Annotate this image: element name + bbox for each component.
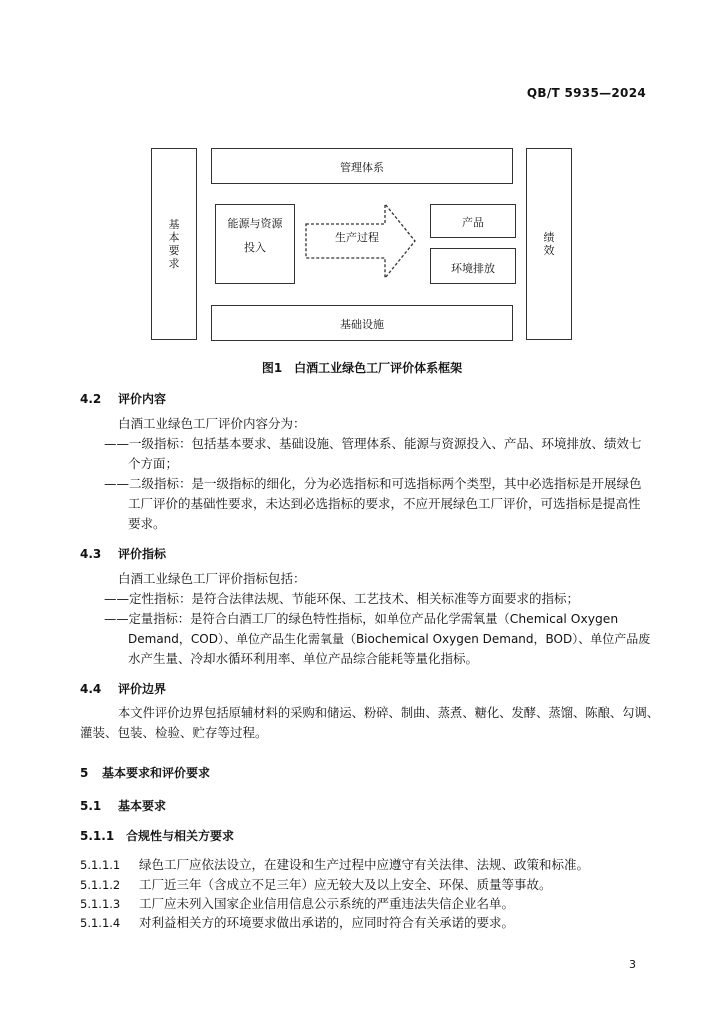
- section-title: 合规性与相关方要求: [126, 829, 235, 843]
- section-title: 评价边界: [118, 682, 167, 696]
- performance-char-2: 效: [543, 244, 555, 257]
- section-title: 基本要求和评价要求: [102, 766, 211, 780]
- paragraph: 白酒工业绿色工厂评价指标包括：: [118, 571, 306, 586]
- em-dash: ——: [104, 612, 129, 626]
- product-label: 产品: [462, 216, 484, 229]
- list-item-continuation: 工厂评价的基础性要求，未达到必选指标的要求，不应开展绿色工厂评价，可选指标是提高性: [128, 496, 641, 511]
- energy-resource-input-box: [215, 204, 295, 284]
- infrastructure-box: [211, 305, 513, 341]
- section-4-2-heading: [80, 390, 166, 407]
- clause-text: 对利益相关方的环境要求做出承诺的，应同时符合有关承诺的要求。: [139, 915, 515, 930]
- clause: [80, 913, 514, 931]
- clause: [80, 875, 552, 893]
- clause-number: 5.1.1.2: [80, 878, 121, 892]
- paragraph-continuation: 灌装、包装、检验、贮存等过程。: [80, 725, 268, 740]
- clause: [80, 894, 514, 912]
- list-item-continuation: 个方面；: [128, 456, 179, 471]
- figure-caption: 图1 白酒工业绿色工厂评价体系框架: [261, 361, 463, 375]
- em-dash: ——: [104, 591, 129, 606]
- list-text: 一级指标：包括基本要求、基础设施、管理体系、能源与资源投入、产品、环境排放、绩效七: [129, 436, 642, 451]
- basic-req-char-3: 要: [168, 244, 180, 257]
- basic-requirements-box: [151, 148, 197, 340]
- environmental-emission-box: [430, 248, 516, 284]
- list-item-continuation: 水产生量、冷却水循环利用率、单位产品综合能耗等量化指标。: [128, 651, 479, 666]
- em-dash: ——: [104, 476, 129, 491]
- infrastructure-label: 基础设施: [340, 318, 384, 331]
- section-4-3-heading: [80, 545, 166, 562]
- management-system-label: 管理体系: [340, 161, 384, 174]
- section-title: 评价指标: [118, 547, 167, 561]
- list-item-continuation: 要求。: [128, 516, 166, 531]
- section-number: 5.1: [80, 799, 102, 813]
- basic-req-char-2: 本: [168, 231, 180, 244]
- section-title: 评价内容: [118, 392, 167, 406]
- environmental-emission-label: 环境排放: [451, 262, 495, 275]
- clause-number: 5.1.1.1: [80, 858, 121, 872]
- section-5-heading: [80, 764, 210, 781]
- section-number: 5: [80, 766, 89, 780]
- clause-text: 工厂近三年（含成立不足三年）应无较大及以上安全、环保、质量等事故。: [139, 877, 552, 892]
- clause-number: 5.1.1.3: [80, 897, 121, 911]
- section-number: 4.4: [80, 682, 102, 696]
- section-4-4-heading: [80, 680, 166, 697]
- section-5-1-1-heading: [80, 827, 234, 844]
- performance-char-1: 绩: [543, 231, 555, 244]
- clause: [80, 855, 589, 873]
- clause-text: 绿色工厂应依法设立，在建设和生产过程中应遵守有关法律、法规、政策和标准。: [139, 857, 590, 872]
- section-number: 5.1.1: [80, 829, 115, 843]
- management-system-box: [211, 148, 513, 184]
- standard-code: QB/T 5935—2024: [526, 86, 646, 100]
- basic-req-char-4: 求: [168, 257, 180, 270]
- production-process-label: 生产过程: [335, 231, 379, 244]
- section-5-1-heading: [80, 797, 166, 814]
- section-number: 4.3: [80, 547, 102, 561]
- product-box: [430, 204, 516, 238]
- clause-text: 工厂应未列入国家企业信用信息公示系统的严重违法失信企业名单。: [139, 896, 515, 911]
- list-item: [104, 474, 642, 494]
- section-number: 4.2: [80, 392, 102, 406]
- list-text: 定性指标：是符合法律法规、节能环保、工艺技术、相关标准等方面要求的指标；: [129, 591, 580, 606]
- list-item: [104, 589, 579, 609]
- list-item-continuation: Demand，COD）、单位产品生化需氧量（Biochemical Oxygen Demand，BOD）、单位产品废: [128, 632, 651, 646]
- paragraph: 本文件评价边界包括原辅材料的采购和储运、粉碎、制曲、蒸煮、糖化、发酵、蒸馏、陈酿、勾调、: [118, 706, 660, 720]
- paragraph: 白酒工业绿色工厂评价内容分为：: [118, 416, 306, 431]
- list-text: 二级指标：是一级指标的细化，分为必选指标和可选指标两个类型，其中必选指标是开展绿色: [129, 476, 642, 491]
- list-text: 定量指标：是符合白酒工厂的绿色特性指标，如单位产品化学需氧量（Chemical Oxygen: [128, 612, 619, 626]
- list-item: [104, 434, 642, 454]
- performance-box: [526, 148, 572, 340]
- basic-req-char-1: 基: [168, 218, 180, 231]
- energy-input-label-line1: 能源与资源: [227, 217, 283, 230]
- section-title: 基本要求: [118, 799, 167, 813]
- page-number: 3: [629, 958, 636, 971]
- list-item: [104, 609, 618, 629]
- clause-number: 5.1.1.4: [80, 916, 121, 930]
- energy-input-label-line2: 投入: [244, 241, 266, 254]
- em-dash: ——: [104, 436, 129, 451]
